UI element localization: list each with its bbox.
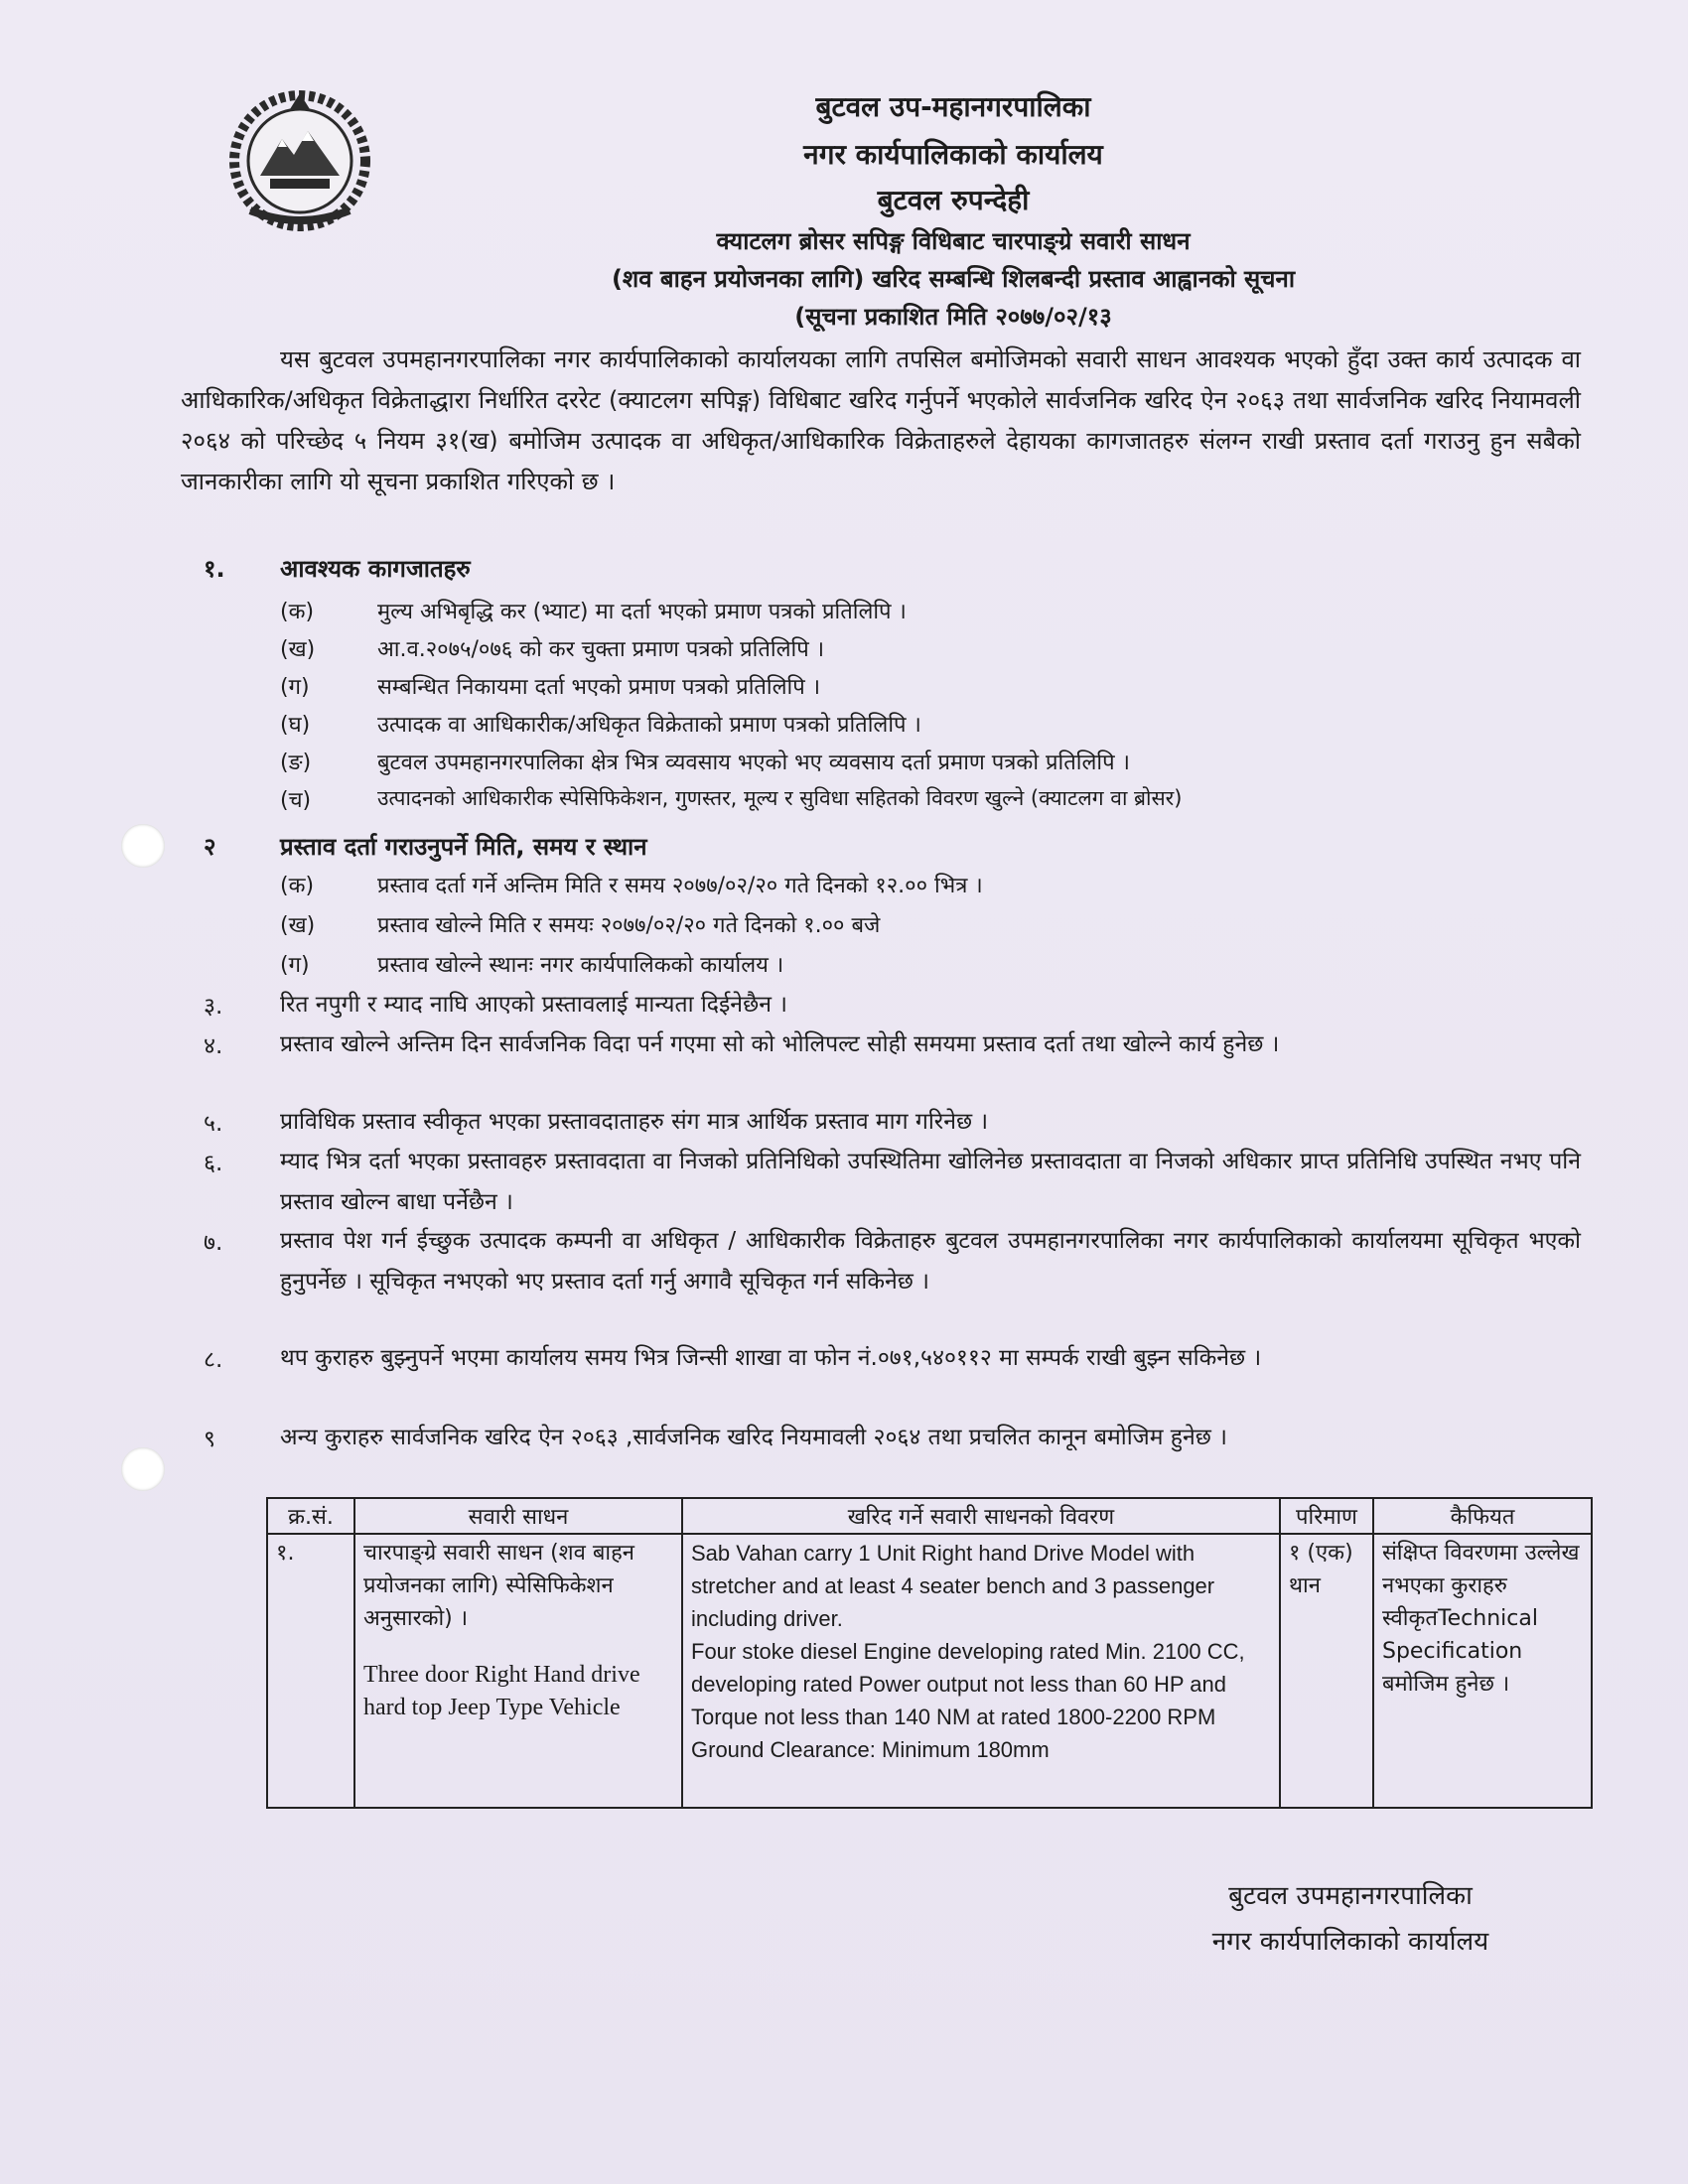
signature-office: नगर कार्यपालिकाको कार्यालय — [1211, 1927, 1489, 1957]
item-label: (क) — [280, 600, 315, 624]
notice-title: क्याटलग ब्रोसर सपिङ्ग विधिबाट चारपाङ्ग्रे सवारी साधन — [716, 227, 1191, 255]
clause-number: ४. — [204, 1033, 223, 1059]
clause-number: ७. — [204, 1230, 223, 1256]
clause-text: प्राविधिक प्रस्ताव स्वीकृत भएका प्रस्तावदाताहरु संग मात्र आर्थिक प्रस्ताव माग गरिनेछ । — [280, 1109, 989, 1135]
section-number: १. — [204, 555, 225, 583]
clause-text: प्रस्ताव पेश गर्न ईच्छुक उत्पादक कम्पनी वा अधिकृत / आधिकारीक विक्रेताहरु बुटवल उपमहानगरपालिका नगर कार्यपालिकाको कार्यालयमा सूचिकृत भएको हुनुपर्नेछ । सूचिकृत नभएको भए प्रस्ताव दर्ता गर्नु अगावै सूचिकृत गर्न सकिनेछ । — [280, 1228, 1581, 1295]
column-header: सवारी साधन — [354, 1498, 682, 1534]
office-name: नगर कार्यपालिकाको कार्यालय — [803, 138, 1103, 171]
description-line: Four stoke diesel Engine developing rated Min. 2100 CC, developing rated Power output not less than 60 HP and Torque not less than 140 NM at rated 1800-2200 RPM — [691, 1639, 1245, 1729]
item-label: (ङ) — [280, 751, 312, 775]
section-number: २ — [204, 833, 216, 861]
punch-hole — [121, 824, 165, 868]
item-text: आ.व.२०७५/०७६ को कर चुक्ता प्रमाण पत्रको प्रतिलिपि । — [377, 637, 825, 662]
column-header: परिमाण — [1280, 1498, 1373, 1534]
publish-date: (सूचना प्रकाशित मिति २०७७/०२/१३ — [794, 303, 1112, 331]
serial-number-cell: १. — [267, 1534, 354, 1808]
remarks-cell: संक्षिप्त विवरणमा उल्लेख नभएका कुराहरु स्वीकृतTechnical Specification बमोजिम हुनेछ । — [1373, 1534, 1592, 1808]
municipality-name: बुटवल उप-महानगरपालिका — [815, 90, 1091, 123]
item-label: (क) — [280, 874, 315, 898]
column-header: क्र.सं. — [267, 1498, 354, 1534]
nepal-government-emblem-icon — [220, 81, 379, 240]
intro-paragraph: यस बुटवल उपमहानगरपालिका नगर कार्यपालिकाको कार्यालयका लागि तपसिल बमोजिमको सवारी साधन आवश्यक भएको हुँदा उक्त कार्य उत्पादक वा आधिकारिक/अधिकृत विक्रेताद्धारा निर्धारित दररेट (क्याटलग सपिङ्ग) विधिबाट खरिद गर्नुपर्ने भएकोले सार्वजनिक खरिद ऐन २०६३ तथा सार्वजनिक खरिद नियामवली २०६४ को परिच्छेद ५ नियम ३१(ख) बमोजिम उत्पादक वा अधिकृत/आधिकारिक विक्रेताहरुले देहायका कागजातहरु संलग्न राखी प्रस्ताव दर्ता गराउनु हुन सबैको जानकारीका लागि यो सूचना प्रकाशित गरिएको छ । — [181, 345, 1581, 495]
description-line: Sab Vahan carry 1 Unit Right hand Drive Model with stretcher and at least 4 seater bench and 3 passenger including driver. — [691, 1541, 1215, 1631]
item-text: प्रस्ताव दर्ता गर्ने अन्तिम मिति र समय २०७७/०२/२० गते दिनको १२.०० भित्र । — [377, 874, 983, 898]
clause-text: प्रस्ताव खोल्ने अन्तिम दिन सार्वजनिक विदा पर्न गएमा सो को भोलिपल्ट सोही समयमा प्रस्ताव दर्ता तथा खोल्ने कार्य हुनेछ । — [280, 1031, 1280, 1057]
item-text: प्रस्ताव खोल्ने मिति र समयः २०७७/०२/२० गते दिनको १.०० बजे — [377, 913, 881, 938]
vehicle-name-english: Three door Right Hand drive hard top Jeep Type Vehicle — [363, 1662, 640, 1720]
clause-number: ३. — [204, 994, 223, 1020]
specification-table — [266, 1497, 1593, 1809]
item-label: (ख) — [280, 637, 316, 662]
item-text: उत्पादक वा आधिकारीक/अधिकृत विक्रेताको प्रमाण पत्रको प्रतिलिपि । — [377, 713, 921, 738]
item-label: (घ) — [280, 713, 311, 738]
vehicle-name-nepali: चारपाङ्ग्रे सवारी साधन (शव बाहन प्रयोजनका लागि) स्पेसिफिकेशन अनुसारको) । — [363, 1541, 634, 1631]
description-cell — [682, 1534, 1280, 1808]
section-title: प्रस्ताव दर्ता गराउनुपर्ने मिति, समय र स्थान — [280, 833, 647, 861]
clause-number: ५. — [204, 1111, 223, 1137]
table-header-row — [267, 1498, 1592, 1534]
quantity-cell: १ (एक) थान — [1280, 1534, 1373, 1808]
clause-text: थप कुराहरु बुझ्नुपर्ने भएमा कार्यालय समय भित्र जिन्सी शाखा वा फोन नं.०७१,५४०११२ मा सम्पर्क राखी बुझ्न सकिनेछ । — [280, 1345, 1262, 1371]
clause-number: ८. — [204, 1347, 223, 1373]
office-location: बुटवल रुपन्देही — [877, 184, 1030, 216]
item-label: (च) — [280, 788, 312, 813]
column-header: खरिद गर्ने सवारी साधनको विवरण — [682, 1498, 1280, 1534]
item-text: मुल्य अभिबृद्धि कर (भ्याट) मा दर्ता भएको प्रमाण पत्रको प्रतिलिपि । — [377, 600, 907, 624]
signature-municipality: बुटवल उपमहानगरपालिका — [1228, 1881, 1473, 1911]
clause-number: ६. — [204, 1151, 223, 1176]
clause-number: ९ — [204, 1427, 215, 1452]
section-title: आवश्यक कागजातहरु — [280, 555, 471, 583]
column-header: कैफियत — [1373, 1498, 1592, 1534]
clause-text: अन्य कुराहरु सार्वजनिक खरिद ऐन २०६३ ,सार्वजनिक खरिद नियमावली २०६४ तथा प्रचलित कानून बमोजिम हुनेछ । — [280, 1425, 1227, 1450]
description-line: Ground Clearance: Minimum 180mm — [691, 1737, 1050, 1762]
item-label: (ग) — [280, 953, 310, 978]
item-text: सम्बन्धित निकायमा दर्ता भएको प्रमाण पत्रको प्रतिलिपि । — [377, 675, 821, 700]
clause-text: म्याद भित्र दर्ता भएका प्रस्तावहरु प्रस्तावदाता वा निजको प्रतिनिधिको उपस्थितिमा खोलिनेछ प्रस्तावदाता वा निजको अधिकार प्राप्त प्रतिनिधि उपस्थित नभए पनि प्रस्ताव खोल्न बाधा पर्नेछैन । — [280, 1149, 1582, 1215]
item-text: बुटवल उपमहानगरपालिका क्षेत्र भित्र व्यवसाय भएको भए व्यवसाय दर्ता प्रमाण पत्रको प्रतिलिपि । — [377, 751, 1130, 775]
item-label: (ग) — [280, 675, 310, 700]
punch-hole — [121, 1447, 165, 1491]
vehicle-cell — [354, 1534, 682, 1808]
item-text: प्रस्ताव खोल्ने स्थानः नगर कार्यपालिकको कार्यालय । — [377, 953, 784, 978]
clause-text: रित नपुगी र म्याद नाघि आएको प्रस्तावलाई मान्यता दिईनेछैन । — [280, 992, 787, 1018]
item-text: उत्पादनको आधिकारीक स्पेसिफिकेशन, गुणस्तर, मूल्य र सुविधा सहितको विवरण खुल्ने (क्याटलग वा ब्रोसर) — [377, 786, 1183, 810]
table-row — [267, 1534, 1592, 1808]
notice-subtitle: (शव बाहन प्रयोजनका लागि) खरिद सम्बन्धि शिलबन्दी प्रस्ताव आह्वानको सूचना — [611, 265, 1296, 293]
item-label: (ख) — [280, 913, 316, 938]
